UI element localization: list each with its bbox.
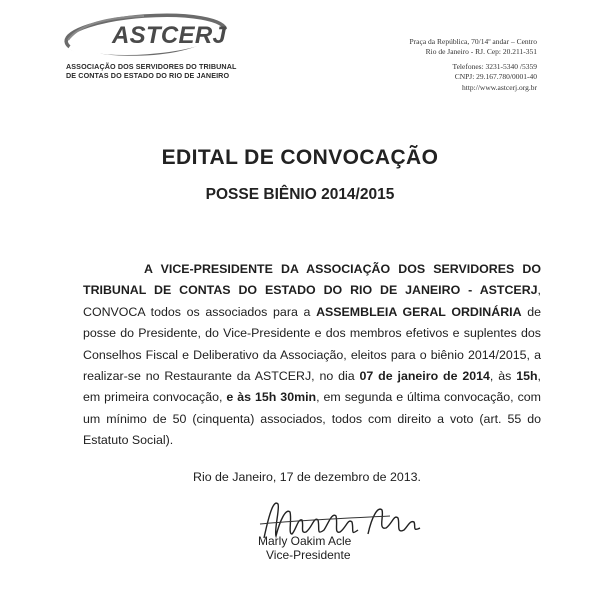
address-website: http://www.astcerj.org.br [462, 82, 537, 92]
body-assembly: ASSEMBLEIA GERAL ORDINÁRIA [316, 304, 522, 319]
body-text-3: , às [489, 369, 517, 384]
association-line-1: ASSOCIAÇÃO DOS SERVIDORES DO TRIBUNAL [66, 62, 237, 71]
document-title: EDITAL DE CONVOCAÇÃO [161, 146, 439, 169]
signer-role: Vice-Presidente [266, 548, 351, 562]
address-city: Rio de Janeiro - RJ. Cep: 20.211-351 [425, 47, 537, 57]
body-text-1: , CONVOCA todos os associados para a [83, 283, 541, 319]
address-phones: Telefones: 3231-5340 /5359 [452, 61, 537, 71]
body-time-first: 15h [516, 369, 538, 384]
body-text-4: , em primeira convocação, [83, 369, 541, 405]
place-date: Rio de Janeiro, 17 de dezembro de 2013. [193, 470, 422, 484]
convocation-paragraph [83, 259, 541, 452]
signer-block [258, 534, 351, 562]
address-street: Praça da República, 70/14º andar – Centro [409, 37, 537, 46]
body-opening: A VICE-PRESIDENTE DA ASSOCIAÇÃO DOS SERVIDORES DO TRIBUNAL DE CONTAS DO ESTADO DO RIO DE JANEIRO - ASTCERJ [83, 262, 541, 298]
logo-text: ASTCERJ [112, 22, 227, 49]
body-text-5: , em segunda e última convocação, com um mínimo de 50 (cinquenta) associados, todos com direito a voto (art. 55 do Estatuto Social). [83, 390, 541, 448]
association-name [66, 63, 237, 80]
address-block [410, 37, 538, 93]
convocation-body [83, 259, 541, 452]
body-date: 07 de janeiro de 2014 [359, 369, 490, 384]
association-line-2: DE CONTAS DO ESTADO DO RIO DE JANEIRO [66, 70, 230, 80]
address-cnpj: CNPJ: 29.167.780/0001-40 [454, 72, 537, 82]
body-text-2: de posse do Presidente, do Vice-Presidente e dos membros efetivos e suplentes dos Conselhos Fiscal e Deliberativo da Associação, eleitos para o biênio 2014/2015, a realizar-se no Restaurante da ASTCERJ, no dia [83, 304, 541, 384]
signer-name: Marly Oakim Acle [258, 534, 352, 548]
body-time-second: e às 15h 30min [226, 390, 317, 405]
document-subtitle: POSSE BIÊNIO 2014/2015 [205, 186, 395, 203]
